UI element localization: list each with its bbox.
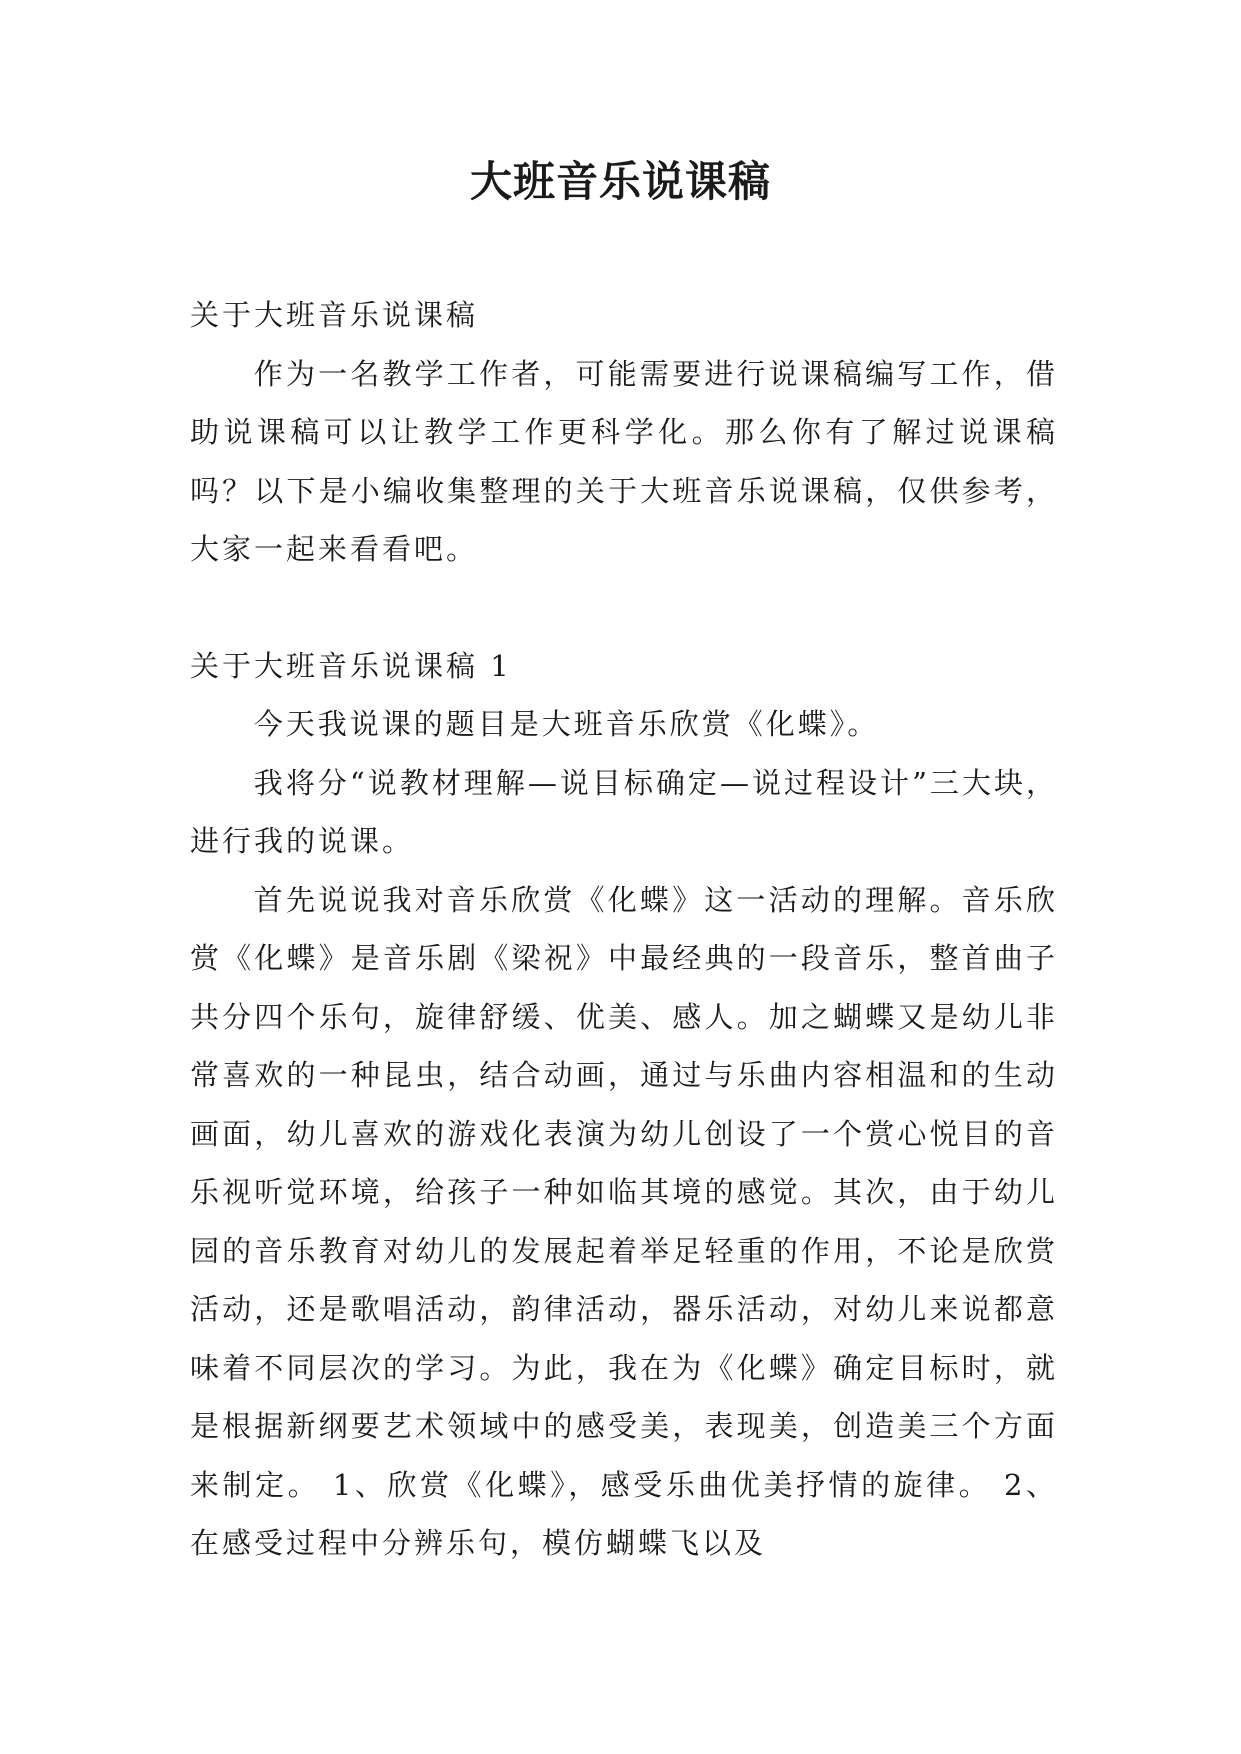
intro-paragraph: 作为一名教学工作者，可能需要进行说课稿编写工作，借助说课稿可以让教学工作更科学化。那么你有了解过说课稿吗？以下是小编收集整理的关于大班音乐说课稿，仅供参考，大家一起来看看吧。 <box>190 356 1058 566</box>
section1-paragraph-3: 首先说说我对音乐欣赏《化蝶》这一活动的理解。音乐欣赏《化蝶》是音乐剧《梁祝》中最经典的一段音乐，整首曲子共分四个乐句，旋律舒缓、优美、感人。加之蝴蝶又是幼儿非常喜欢的一种昆虫，结合动画，通过与乐曲内容相温和的生动画面，幼儿喜欢的游戏化表演为幼儿创设了一个赏心悦目的音乐视听觉环境，给孩子一种如临其境的感觉。其次，由于幼儿园的音乐教育对幼儿的发展起着举足轻重的作用，不论是欣赏活动，还是歌唱活动，韵律活动，器乐活动，对幼儿来说都意味着不同层次的学习。为此，我在为《化蝶》确定目标时，就是根据新纲要艺术领域中的感受美，表现美，创造美三个方面来制定。 1、欣赏《化蝶》，感受乐曲优美抒情的旋律。 2、在感受过程中分辨乐句，模仿蝴蝶飞以及 <box>190 882 1058 1560</box>
section-spacer <box>190 579 1058 637</box>
section1-paragraph-1: 今天我说课的题目是大班音乐欣赏《化蝶》。 <box>253 707 880 741</box>
intro-heading: 关于大班音乐说课稿 <box>190 298 479 332</box>
document-body <box>190 286 1058 1573</box>
section1-paragraph-2: 我将分“说教材理解—说目标确定—说过程设计”三大块，进行我的说课。 <box>190 765 1058 858</box>
section1-heading: 关于大班音乐说课稿 1 <box>190 648 512 683</box>
document-title: 大班音乐说课稿 <box>469 157 771 206</box>
